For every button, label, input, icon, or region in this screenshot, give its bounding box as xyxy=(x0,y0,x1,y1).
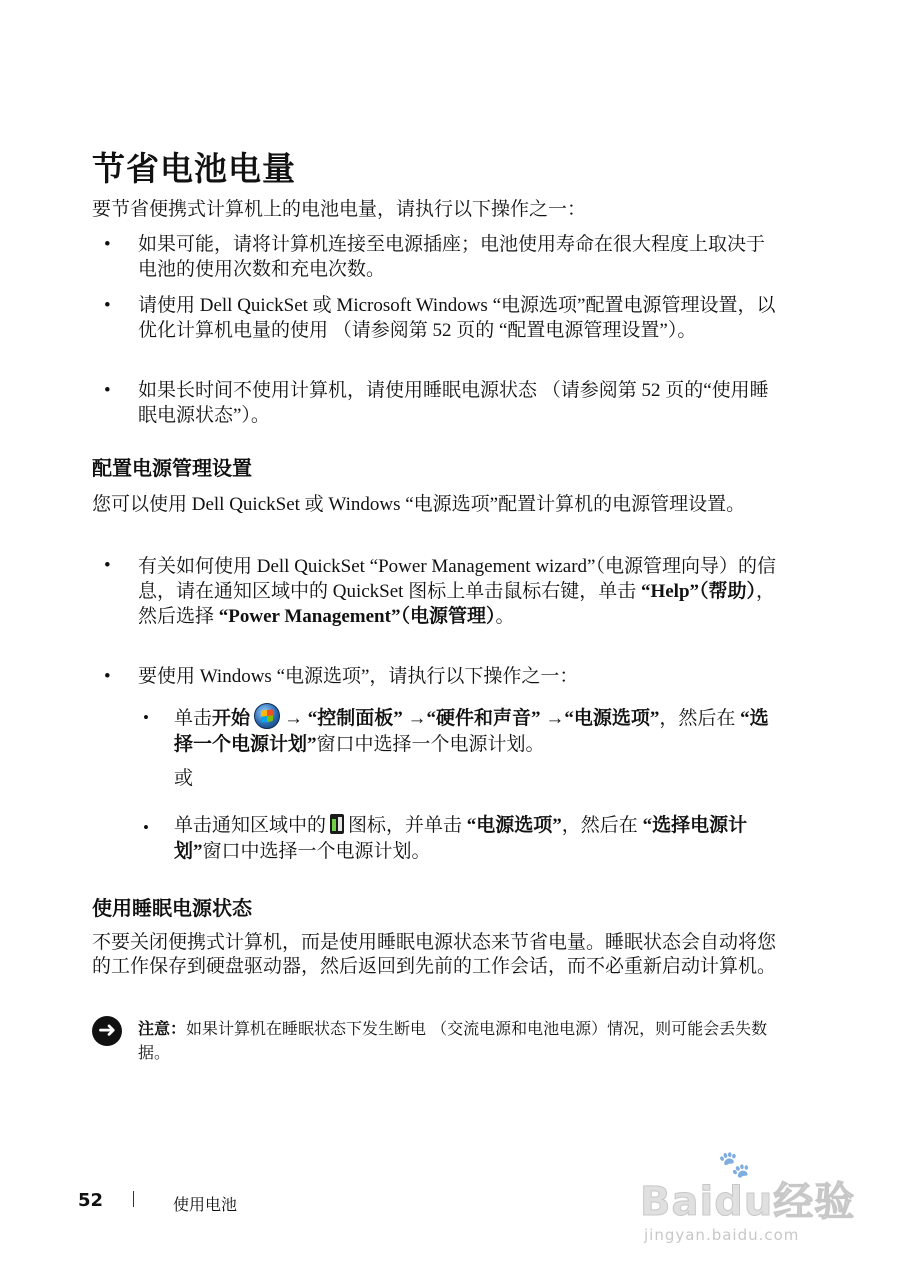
step-text: 单击 xyxy=(174,708,213,729)
footer-divider xyxy=(133,1191,134,1207)
step-text: ，然后在 xyxy=(659,708,741,729)
control-panel-term: “控制面板” xyxy=(307,708,403,729)
bullet-dot: • xyxy=(104,555,111,576)
hardware-sound-term: “硬件和声音” xyxy=(426,708,541,729)
page-title: 节省电池电量 xyxy=(92,149,296,188)
power-management-term: “Power Management”（电源管理） xyxy=(218,606,496,627)
step-text: 窗口中选择一个电源计划。 xyxy=(316,734,545,755)
watermark-url: jingyan.baidu.com xyxy=(644,1226,800,1244)
power-battery-icon xyxy=(330,814,344,834)
sub-list-item xyxy=(174,703,774,758)
bullet-text: 。 xyxy=(495,606,515,627)
sub-list-item xyxy=(174,813,774,865)
windows-start-icon xyxy=(254,703,280,729)
list-item: 要使用 Windows “电源选项”，请执行以下操作之一： xyxy=(138,666,579,687)
bullet-dot: • xyxy=(104,295,111,316)
power-options-term: “电源选项” xyxy=(466,815,562,836)
arrow-glyph: → xyxy=(545,708,565,729)
power-plan-term: “选择电源计划” xyxy=(174,815,748,862)
bullet-text: 有关如何使用 Dell QuickSet “Power Management wizard”（电源管理向导）的信息，请在通知区域中的 QuickSet 图标上单击鼠标右键，单击 xyxy=(138,556,776,602)
step-text: 窗口中选择一个电源计划。 xyxy=(202,841,431,862)
bullet-text: ，然后选择 xyxy=(138,581,776,627)
footer-section: 使用电池 xyxy=(173,1195,238,1214)
section-heading-config: 配置电源管理设置 xyxy=(92,456,252,480)
start-term: 开始 xyxy=(212,708,251,729)
arrow-glyph: → xyxy=(284,708,304,729)
list-item: 如果长时间不使用计算机，请使用睡眠电源状态 （请参阅第 52 页的“使用睡眠电源状态”）。 xyxy=(138,380,769,426)
baidu-watermark xyxy=(640,1150,860,1250)
step-text: 图标，并单击 xyxy=(348,815,467,836)
notice-icon: ➜ xyxy=(92,1016,122,1046)
list-item: 如果可能，请将计算机连接至电源插座；电池使用寿命在很大程度上取决于电池的使用次数和充电次数。 xyxy=(138,234,766,280)
help-menu-term: “Help”（帮助） xyxy=(640,581,757,602)
or-separator: 或 xyxy=(174,768,194,789)
bullet-dot: • xyxy=(104,666,111,687)
page-number: 52 xyxy=(78,1190,104,1211)
config-intro: 您可以使用 Dell QuickSet 或 Windows “电源选项”配置计算机的电源管理设置。 xyxy=(92,494,746,515)
paw-icon: 🐾 xyxy=(718,1150,751,1179)
notice-text xyxy=(138,1017,788,1065)
section-heading-sleep: 使用睡眠电源状态 xyxy=(92,896,252,920)
sleep-paragraph: 不要关闭便携式计算机，而是使用睡眠电源状态来节省电量。睡眠状态会自动将您的工作保存到硬盘驱动器，然后返回到先前的工作会话，而不必重新启动计算机。 xyxy=(92,932,777,977)
bullet-dot: • xyxy=(104,380,111,401)
notice-label: 注意： xyxy=(138,1019,187,1038)
list-item xyxy=(138,554,778,629)
watermark-logo: Baidu经验 xyxy=(640,1179,856,1225)
notice-body: 如果计算机在睡眠状态下发生断电 （交流电源和电池电源）情况，则可能会丢失数据。 xyxy=(138,1019,768,1062)
arrow-glyph: → xyxy=(407,708,427,729)
power-plan-term: “选择一个电源计划” xyxy=(174,708,769,755)
power-options-term: “电源选项” xyxy=(564,708,660,729)
sub-bullet-dot: • xyxy=(143,818,149,837)
bullet-dot: • xyxy=(104,234,111,255)
list-item: 请使用 Dell QuickSet 或 Microsoft Windows “电源选项”配置电源管理设置，以优化计算机电量的使用 （请参阅第 52 页的 “配置电源管理设置”）。 xyxy=(138,295,776,341)
step-text: 单击通知区域中的 xyxy=(174,815,327,836)
step-text: ，然后在 xyxy=(561,815,643,836)
sub-bullet-dot: • xyxy=(143,708,149,727)
intro-paragraph: 要节省便携式计算机上的电池电量，请执行以下操作之一： xyxy=(92,199,587,220)
